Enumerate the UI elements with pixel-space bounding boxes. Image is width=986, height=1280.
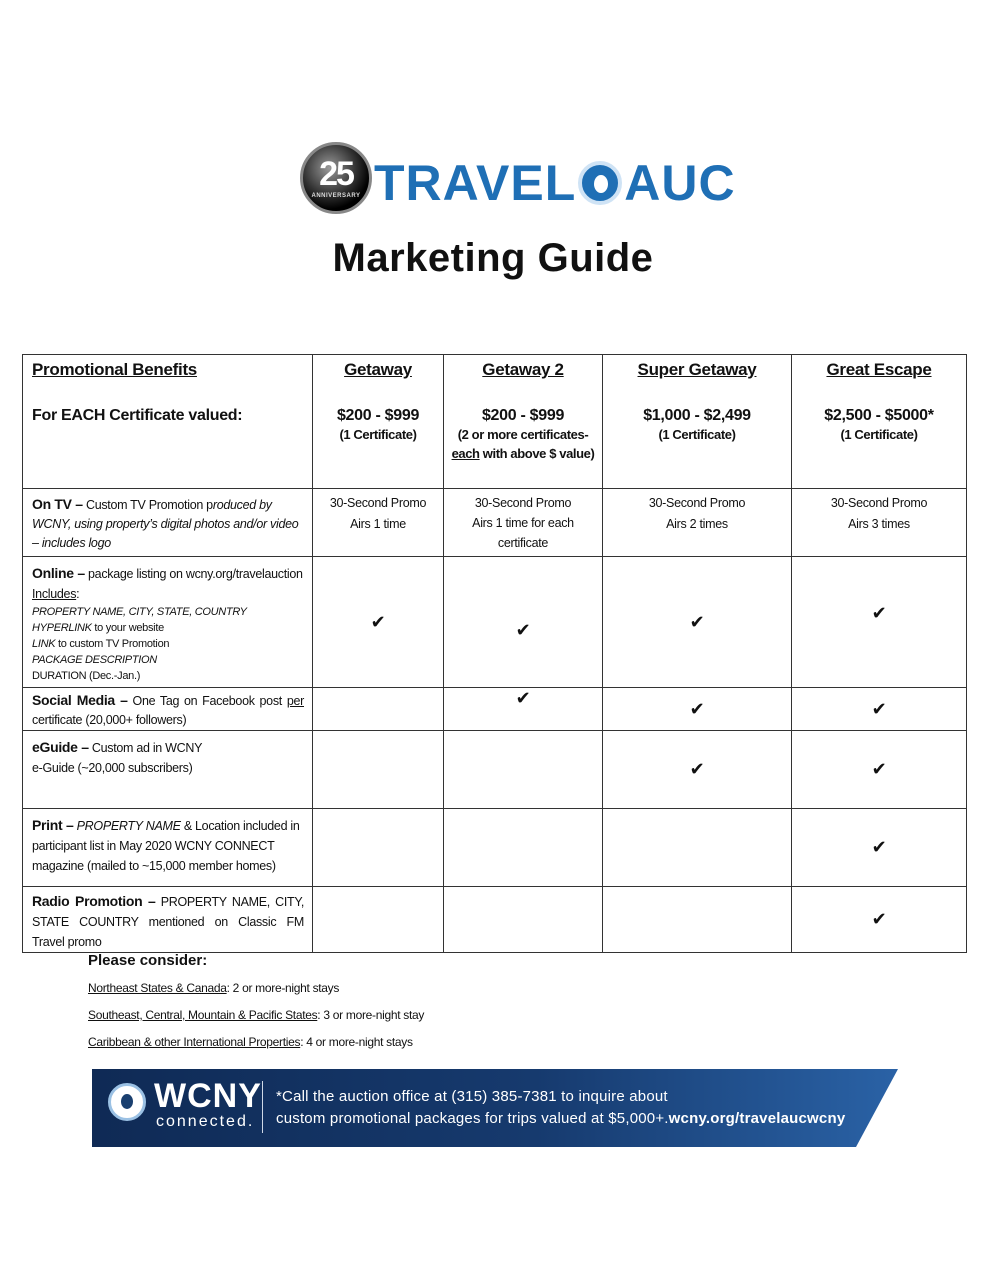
benefit-text: Custom TV Promotion p	[82, 498, 213, 512]
check-icon: ✔	[871, 602, 887, 624]
tier-note-each: each	[451, 446, 480, 461]
online-line-3	[32, 636, 304, 652]
consider-item	[88, 1035, 424, 1049]
consider-item	[88, 1008, 424, 1022]
tier-note	[444, 425, 602, 463]
online-great-escape	[792, 557, 967, 688]
online-line-2	[32, 620, 304, 636]
print-getaway	[313, 809, 444, 887]
tier-name: Great Escape	[826, 360, 932, 379]
online-super-getaway	[603, 557, 792, 688]
benefit-label: Radio Promotion –	[32, 893, 156, 909]
tier-note-a: (2 or more certificates-	[457, 427, 589, 442]
check-icon: ✔	[871, 909, 887, 930]
eguide-super-getaway	[603, 731, 792, 809]
consider-heading: Please consider:	[88, 952, 208, 969]
tier-price: $2,500 - $5000*	[824, 407, 934, 424]
tier-price: $200 - $999	[336, 407, 420, 424]
table-row-tv	[23, 489, 967, 557]
wcny-brand: WCNY	[154, 1077, 262, 1115]
badge-number: 25	[319, 155, 353, 193]
cell-line: Airs 3 times	[848, 517, 910, 531]
tier-price: $200 - $999	[481, 407, 565, 424]
benefit-label: Social Media –	[32, 692, 128, 708]
check-icon: ✔	[515, 688, 531, 709]
radio-getaway	[313, 887, 444, 953]
consider-region: Northeast States & Canada	[88, 981, 227, 995]
pbs-icon	[108, 1083, 146, 1121]
cell-line: Airs 2 times	[666, 517, 728, 531]
consider-item	[88, 981, 424, 995]
tier-price: $1,000 - $2,499	[643, 407, 751, 424]
check-icon: ✔	[871, 759, 887, 780]
benefit-radio	[23, 887, 313, 953]
benefit-text: PROPERTY NAME, CITY, STATE COUNTRY mentioned on Classic FM Travel promo	[32, 895, 304, 949]
benefits-table	[22, 354, 967, 953]
consider-region: Southeast, Central, Mountain & Pacific States	[88, 1008, 318, 1022]
online-line-4: PACKAGE DESCRIPTION	[32, 654, 157, 666]
benefit-text-per: per	[286, 694, 304, 708]
consider-region: Caribbean & other International Properties	[88, 1035, 301, 1049]
tier-note: (1 Certificate)	[840, 427, 918, 442]
benefit-text: Custom ad in WCNY	[88, 741, 203, 755]
logo-wordmark	[374, 150, 736, 212]
consider-section	[88, 952, 424, 1062]
online-line-2-italic: HYPERLINK	[32, 622, 92, 634]
banner-line-2: custom promotional packages for trips valued at $5,000+.	[276, 1110, 669, 1127]
print-getaway-2	[444, 809, 603, 887]
benefit-label: Print –	[32, 817, 74, 833]
tier-name: Getaway 2	[482, 360, 564, 379]
online-line-1: PROPERTY NAME, CITY, STATE, COUNTRY	[32, 606, 247, 618]
social-super-getaway	[603, 688, 792, 731]
cell-line: 30-Second Promo	[648, 496, 746, 510]
cell-line: certificate	[497, 536, 549, 550]
check-icon: ✔	[689, 759, 705, 780]
check-icon: ✔	[370, 611, 386, 633]
radio-getaway-2	[444, 887, 603, 953]
benefit-text-italic: PROPERTY NAME	[73, 819, 181, 833]
header-benefits-cell	[23, 355, 313, 489]
check-icon: ✔	[689, 611, 705, 633]
tv-getaway	[313, 489, 444, 557]
header-tier-getaway-2	[444, 355, 603, 489]
benefit-text-b: certificate (20,000+ followers)	[32, 713, 187, 727]
eguide-getaway-2	[444, 731, 603, 809]
tier-name: Super Getaway	[637, 360, 757, 379]
cell-line: 30-Second Promo	[830, 496, 928, 510]
banner-divider	[262, 1081, 263, 1133]
benefit-label: Online –	[32, 565, 85, 581]
travelauc-logo	[300, 142, 736, 216]
benefit-print	[23, 809, 313, 887]
header-tier-getaway	[313, 355, 444, 489]
benefit-eguide	[23, 731, 313, 809]
benefit-text: & Location included in participant list in May 2020 WCNY CONNECT magazine (mailed to ~15,000 member homes)	[32, 819, 300, 873]
consider-rule: : 3 or more-night stay	[317, 1008, 425, 1022]
logo-word-right: AUC	[624, 154, 736, 211]
table-row-social	[23, 688, 967, 731]
tv-great-escape	[792, 489, 967, 557]
social-getaway-2	[444, 688, 603, 731]
table-header-row	[23, 355, 967, 489]
check-icon: ✔	[871, 837, 887, 858]
pbs-icon	[578, 161, 622, 205]
benefit-tv	[23, 489, 313, 557]
online-line-3-italic: LINK	[32, 638, 56, 650]
anniversary-badge	[300, 142, 372, 214]
print-great-escape	[792, 809, 967, 887]
check-icon: ✔	[871, 698, 887, 720]
banner-line-1: *Call the auction office at (315) 385-7381 to inquire about	[276, 1088, 668, 1105]
wcny-banner	[92, 1069, 898, 1147]
cell-line: Airs 1 time	[350, 517, 406, 531]
header-tier-super-getaway	[603, 355, 792, 489]
banner-url[interactable]: wcny.org/travelaucwcny	[668, 1110, 846, 1127]
table-row-eguide	[23, 731, 967, 809]
online-line-2-text: to your website	[91, 622, 164, 634]
includes-label: Includes	[32, 587, 77, 601]
benefit-text-b: e-Guide (~20,000 subscribers)	[32, 761, 193, 775]
header-tier-great-escape	[792, 355, 967, 489]
tier-name: Getaway	[344, 360, 412, 379]
check-icon: ✔	[689, 698, 705, 720]
page-title: Marketing Guide	[332, 236, 654, 280]
tv-getaway-2	[444, 489, 603, 557]
tv-super-getaway	[603, 489, 792, 557]
benefit-text: package listing on wcny.org/travelauction	[84, 567, 303, 581]
benefit-social	[23, 688, 313, 731]
benefit-text-italic: roduced by WCNY, using property’s digital photos and/or video – includes logo	[32, 498, 299, 550]
check-icon: ✔	[515, 619, 531, 641]
benefit-label: eGuide –	[32, 739, 89, 755]
radio-super-getaway	[603, 887, 792, 953]
table-row-online	[23, 557, 967, 688]
tier-note: (1 Certificate)	[339, 427, 417, 442]
benefit-text: One Tag on Facebook post	[127, 694, 287, 708]
eguide-getaway	[313, 731, 444, 809]
cell-line: 30-Second Promo	[329, 496, 427, 510]
consider-rule: : 2 or more-night stays	[226, 981, 340, 995]
banner-message	[276, 1086, 886, 1130]
online-line-5: DURATION (Dec.-Jan.)	[32, 670, 141, 682]
social-great-escape	[792, 688, 967, 731]
cell-line: Airs 1 time for each	[472, 516, 574, 530]
benefit-online	[23, 557, 313, 688]
header-benefits-sub: For EACH Certificate valued:	[32, 407, 243, 424]
cell-line: 30-Second Promo	[474, 496, 572, 510]
social-getaway	[313, 688, 444, 731]
radio-great-escape	[792, 887, 967, 953]
online-getaway-2	[444, 557, 603, 688]
consider-rule: : 4 or more-night stays	[300, 1035, 413, 1049]
online-line-3-text: to custom TV Promotion	[55, 638, 170, 650]
table-row-print	[23, 809, 967, 887]
logo-word-left: TRAVEL	[374, 154, 577, 211]
includes-colon: :	[76, 587, 80, 601]
badge-text: ANNIVERSARY	[311, 193, 361, 199]
tier-note-c: with above $ value)	[479, 446, 595, 461]
tier-note: (1 Certificate)	[658, 427, 736, 442]
wcny-brand-sub: connected.	[156, 1113, 255, 1130]
header-benefits-title: Promotional Benefits	[32, 360, 197, 379]
table-row-radio	[23, 887, 967, 953]
online-getaway	[313, 557, 444, 688]
benefit-label: On TV –	[32, 496, 83, 512]
print-super-getaway	[603, 809, 792, 887]
eguide-great-escape	[792, 731, 967, 809]
